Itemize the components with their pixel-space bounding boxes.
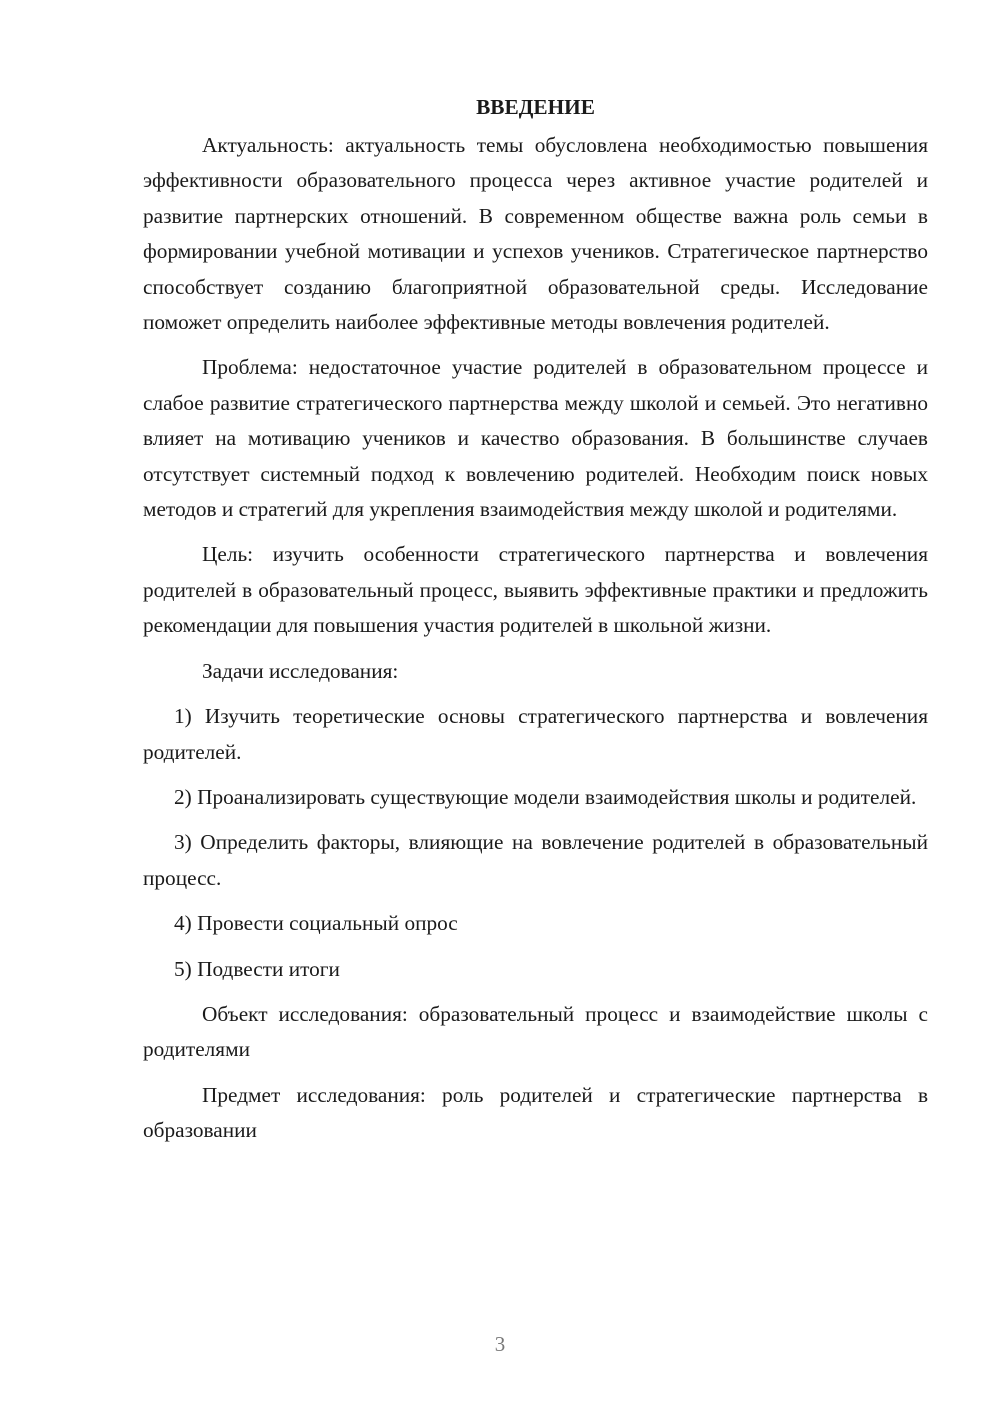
- paragraph-problem: Проблема: недостаточное участие родителей в образовательном процессе и слабое развитие стратегического партнерства между школой и семьей. Это негативно влияет на мотивацию учеников и качество образования. В большинстве случаев отсутствует системный подход к вовлечению родителей. Необходим поиск новых методов и стратегий для укрепления взаимодействия между школой и родителями.: [143, 355, 928, 522]
- paragraph-subject: Предмет исследования: роль родителей и стратегические партнерства в образовании: [143, 1082, 928, 1143]
- paragraph-relevance: Актуальность: актуальность темы обусловлена необходимостью повышения эффективности образовательного процесса через активное участие родителей и развитие партнерских отношений. В современном обществе важна роль семьи в формировании учебной мотивации и успехов учеников. Стратегическое партнерство способствует созданию благоприятной образовательной среды. Исследование поможет определить наиболее эффективные методы вовлечения родителей.: [143, 133, 928, 335]
- paragraph-goal: Цель: изучить особенности стратегического партнерства и вовлечения родителей в образовательный процесс, выявить эффективные практики и предложить рекомендации для повышения участия родителей в школьной жизни.: [143, 542, 928, 638]
- paragraph-object: Объект исследования: образовательный процесс и взаимодействие школы с родителями: [143, 1001, 928, 1062]
- page-title: ВВЕДЕНИЕ: [476, 95, 595, 119]
- task-item-5: 5) Подвести итоги: [174, 956, 340, 981]
- task-item-1: 1) Изучить теоретические основы стратегического партнерства и вовлечения родителей.: [143, 704, 928, 764]
- page-number: 3: [494, 1332, 506, 1356]
- task-item-2: 2) Проанализировать существующие модели взаимодействия школы и родителей.: [174, 784, 917, 809]
- task-item-4: 4) Провести социальный опрос: [174, 911, 458, 936]
- task-item-3: 3) Определить факторы, влияющие на вовлечение родителей в образовательный процесс.: [143, 830, 928, 890]
- tasks-heading: Задачи исследования:: [202, 658, 399, 683]
- document-page: [143, 92, 928, 1159]
